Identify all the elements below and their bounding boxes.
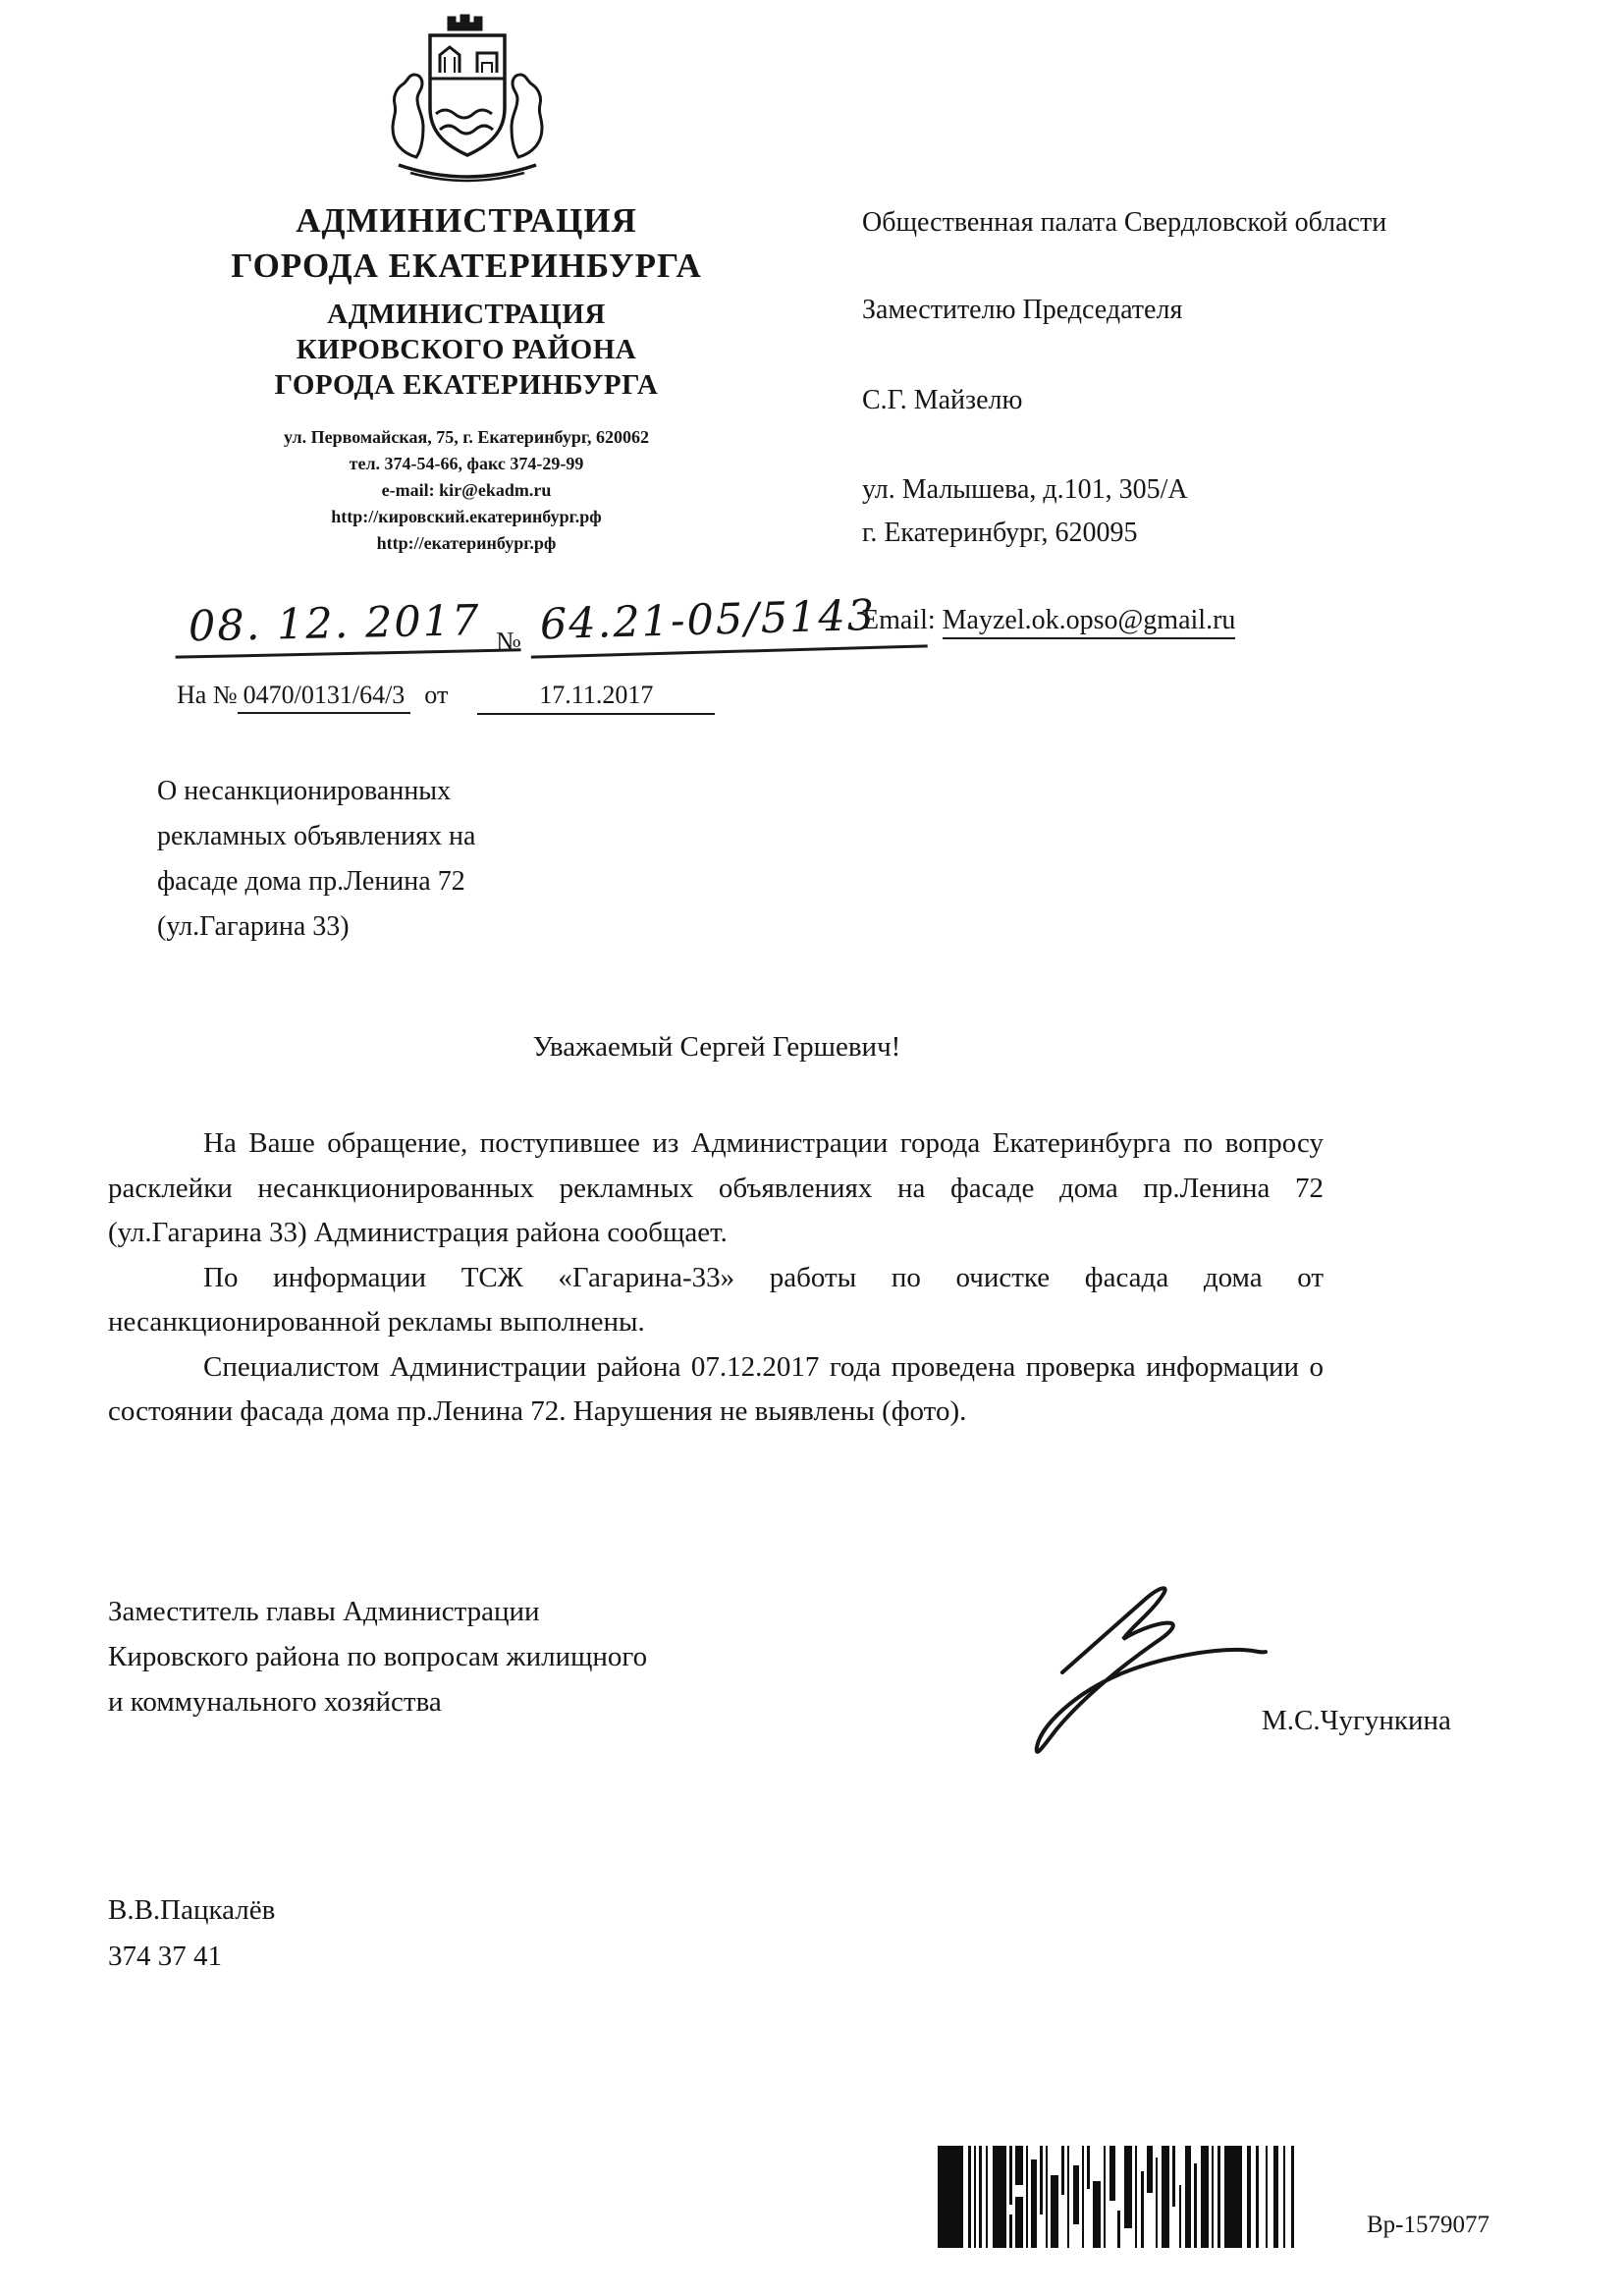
barcode-icon [938,2146,1311,2257]
reply-label: На № [177,681,238,709]
signer-position-line: Кировского района по вопросам жилищного [108,1641,648,1672]
recipient-name: С.Г. Майзелю [862,385,1023,415]
recipient-email-row [862,599,1432,641]
subject-line: фасаде дома пр.Ленина 72 [157,866,465,897]
letterhead-email: e-mail: kir@ekadm.ru [381,480,552,500]
coat-of-arms-icon [371,8,563,191]
body-paragraph-2: По информации ТСЖ «Гагарина-33» работы по очистке фасада дома от несанкционированной рекламы выполнены. [108,1261,1324,1338]
letterhead-site-district: http://кировский.екатеринбург.рф [331,507,602,526]
body-paragraph-1: На Ваше обращение, поступившее из Администрации города Екатеринбурга по вопросу расклейки несанкционированных рекламных объявлениях на фасаде дома пр.Ленина 72 (ул.Гагарина 33) Администрация района сообщает. [108,1127,1324,1248]
outgoing-date-handwritten: 08. 12. 2017 [174,595,520,658]
letterhead-site-city: http://екатеринбург.рф [376,533,557,553]
subject-line: рекламных объявлениях на [157,821,476,851]
reply-ot-label: от [424,681,449,709]
reply-date: 17.11.2017 [477,681,715,715]
signer-position-line: и коммунального хозяйства [108,1686,442,1718]
reply-reference-row [177,681,715,715]
letterhead-department [103,297,830,403]
dept-line-1: АДМИНИСТРАЦИЯ [327,299,606,330]
letterhead-contacts [103,424,830,557]
subject-line: О несанкционированных [157,776,452,806]
dept-line-3: ГОРОДА ЕКАТЕРИНБУРГА [274,369,659,401]
subject-block [157,769,609,950]
recipient-organization: Общественная палата Свердловской области [862,207,1387,238]
salutation: Уважаемый Сергей Гершевич! [532,1031,901,1063]
org-line-2: ГОРОДА ЕКАТЕРИНБУРГА [231,246,702,285]
body-paragraph-3: Специалистом Администрации района 07.12.2017 года проведена проверка информации о состоянии фасада дома пр.Ленина 72. Нарушения не выявлены (фото). [108,1350,1324,1427]
subject-line: (ул.Гагарина 33) [157,911,350,942]
letter-body [108,1121,1324,1435]
letterhead-phone: тел. 374-54-66, факс 374-29-99 [349,454,584,473]
outgoing-number-handwritten: 64.21-05/5143 [529,589,927,658]
number-sign: № [496,627,521,656]
executor-name: В.В.Пацкалёв [108,1894,276,1926]
signer-position-line: Заместитель главы Администрации [108,1596,540,1627]
letterhead-org [103,198,830,289]
signer-name: М.С.Чугункина [1262,1705,1451,1736]
letterhead-address: ул. Первомайская, 75, г. Екатеринбург, 620062 [283,427,650,447]
recipient-address-line2: г. Екатеринбург, 620095 [862,518,1138,548]
reply-number: 0470/0131/64/3 [238,681,411,714]
barcode-label: Вр-1579077 [1367,2212,1489,2238]
recipient-email: Mayzel.ok.opso@gmail.ru [943,605,1236,639]
recipient-role: Заместителю Председателя [862,295,1183,325]
recipient-address-line1: ул. Малышева, д.101, 305/А [862,474,1188,505]
dept-line-2: КИРОВСКОГО РАЙОНА [296,334,637,365]
signer-position [108,1589,647,1724]
recipient-email-label: Email: [862,605,943,635]
executor-phone: 374 37 41 [108,1941,222,1972]
executor-block [108,1887,275,1980]
org-line-1: АДМИНИСТРАЦИЯ [296,201,637,240]
handwritten-signature-icon [992,1557,1306,1787]
